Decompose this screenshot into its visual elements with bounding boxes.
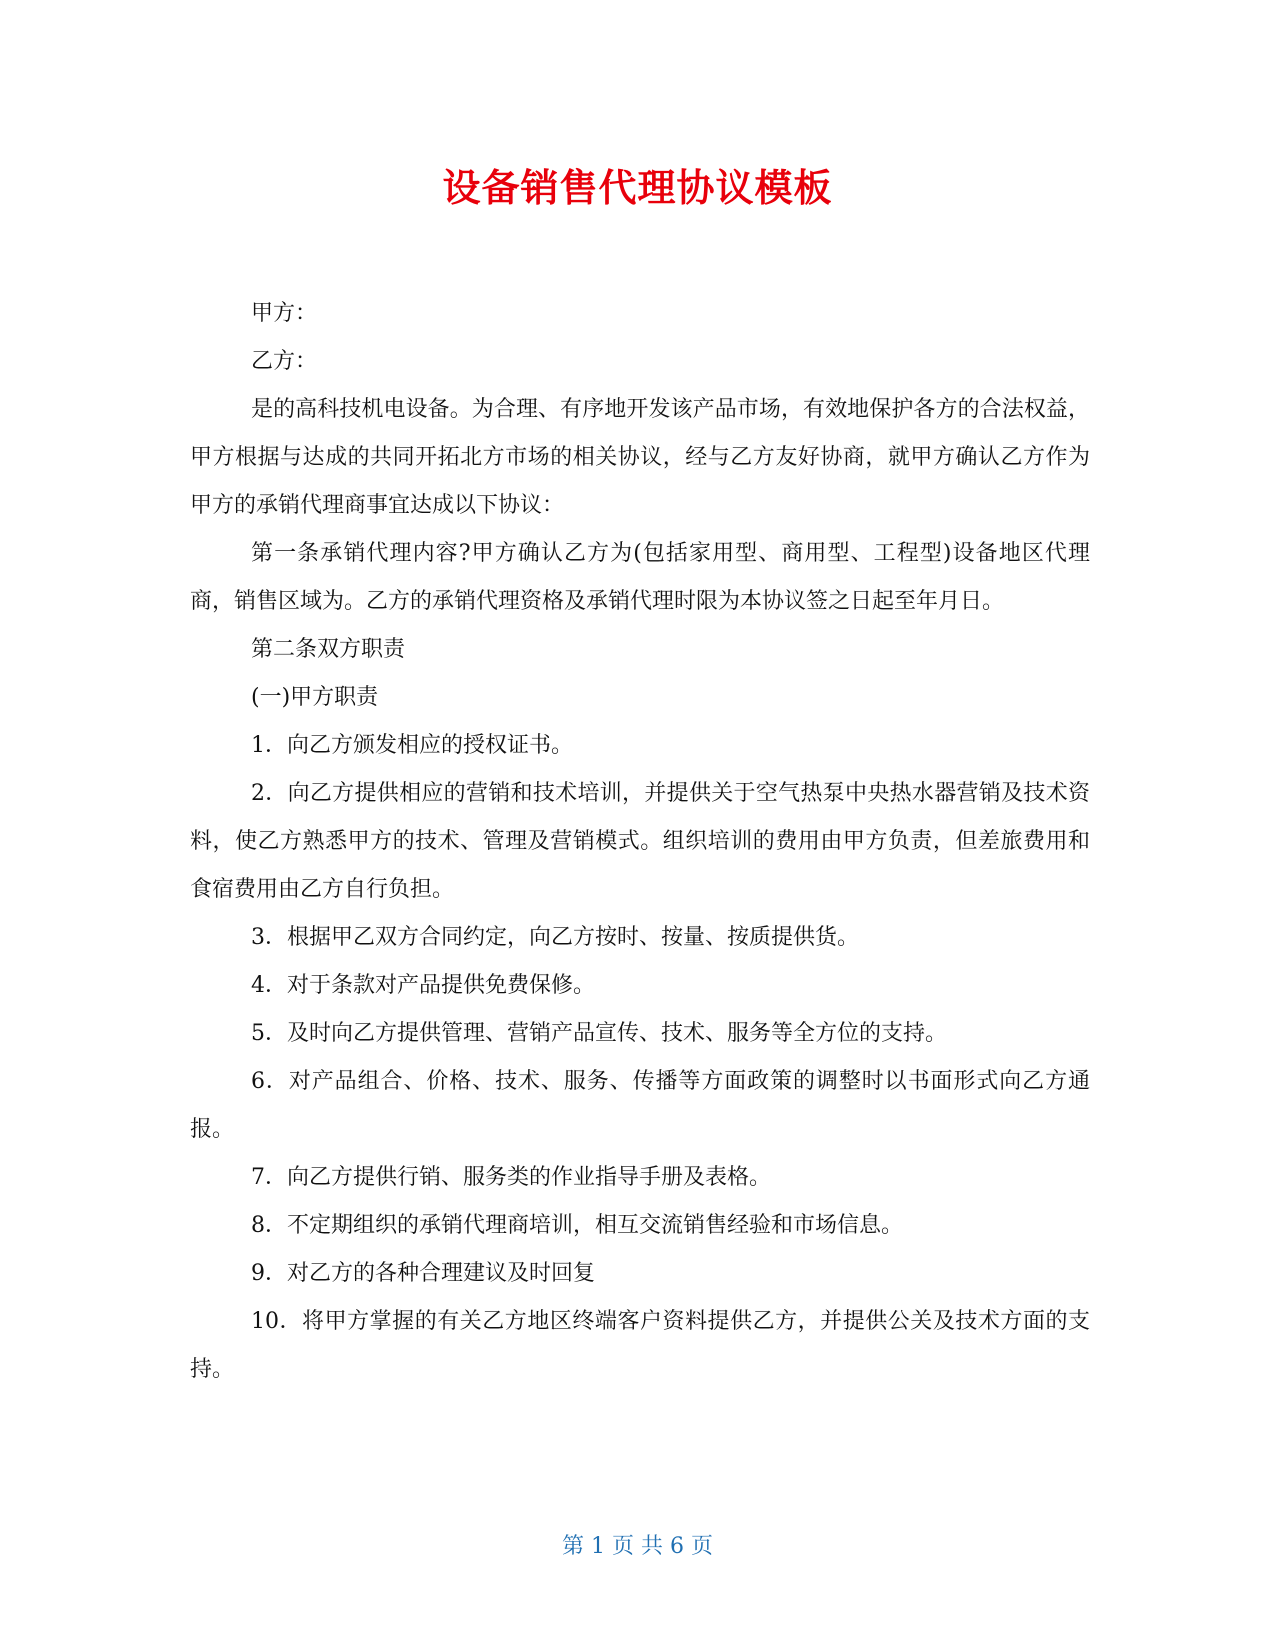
paragraph-party-a: 甲方： — [251, 301, 318, 326]
paragraph-duty-3: 3．根据甲乙双方合同约定，向乙方按时、按量、按质提供货。 — [251, 925, 859, 950]
paragraph-duty-1: 1．向乙方颁发相应的授权证书。 — [251, 733, 573, 758]
paragraph-duty-2: 2．向乙方提供相应的营销和技术培训，并提供关于空气热泵中央热水器营销及技术资料，使乙方熟悉甲方的技术、管理及营销模式。组织培训的费用由甲方负责，但差旅费用和食宿费用由乙方自行负担。 — [190, 781, 1090, 902]
paragraph-article-2-heading: 第二条双方职责 — [251, 637, 406, 662]
document-title: 设备销售代理协议模板 — [442, 166, 833, 210]
paragraph-preamble: 是的高科技机电设备。为合理、有序地开发该产品市场，有效地保护各方的合法权益，甲方根据与达成的共同开拓北方市场的相关协议，经与乙方友好协商，就甲方确认乙方作为甲方的承销代理商事宜达成以下协议： — [190, 397, 1090, 518]
paragraph-duty-8: 8．不定期组织的承销代理商培训，相互交流销售经验和市场信息。 — [251, 1213, 903, 1238]
paragraph-duty-7: 7．向乙方提供行销、服务类的作业指导手册及表格。 — [251, 1165, 771, 1190]
page-footer — [0, 1532, 1275, 1562]
paragraph-duty-4: 4．对于条款对产品提供免费保修。 — [251, 973, 595, 998]
paragraph-duty-6: 6．对产品组合、价格、技术、服务、传播等方面政策的调整时以书面形式向乙方通报。 — [190, 1069, 1090, 1142]
paragraph-party-b: 乙方： — [251, 349, 318, 374]
paragraph-duty-9: 9．对乙方的各种合理建议及时回复 — [251, 1261, 595, 1286]
paragraph-duty-10: 10．将甲方掌握的有关乙方地区终端客户资料提供乙方，并提供公关及技术方面的支持。 — [190, 1309, 1090, 1382]
paragraph-article-1: 第一条承销代理内容?甲方确认乙方为(包括家用型、商用型、工程型)设备地区代理商，销售区域为。乙方的承销代理资格及承销代理时限为本协议签之日起至年月日。 — [190, 541, 1090, 614]
paragraph-party-a-duties-heading: (一)甲方职责 — [251, 685, 379, 710]
page-number: 第 1 页 共 6 页 — [562, 1534, 713, 1559]
paragraph-duty-5: 5．及时向乙方提供管理、营销产品宣传、技术、服务等全方位的支持。 — [251, 1021, 947, 1046]
document-body — [190, 290, 1090, 1394]
